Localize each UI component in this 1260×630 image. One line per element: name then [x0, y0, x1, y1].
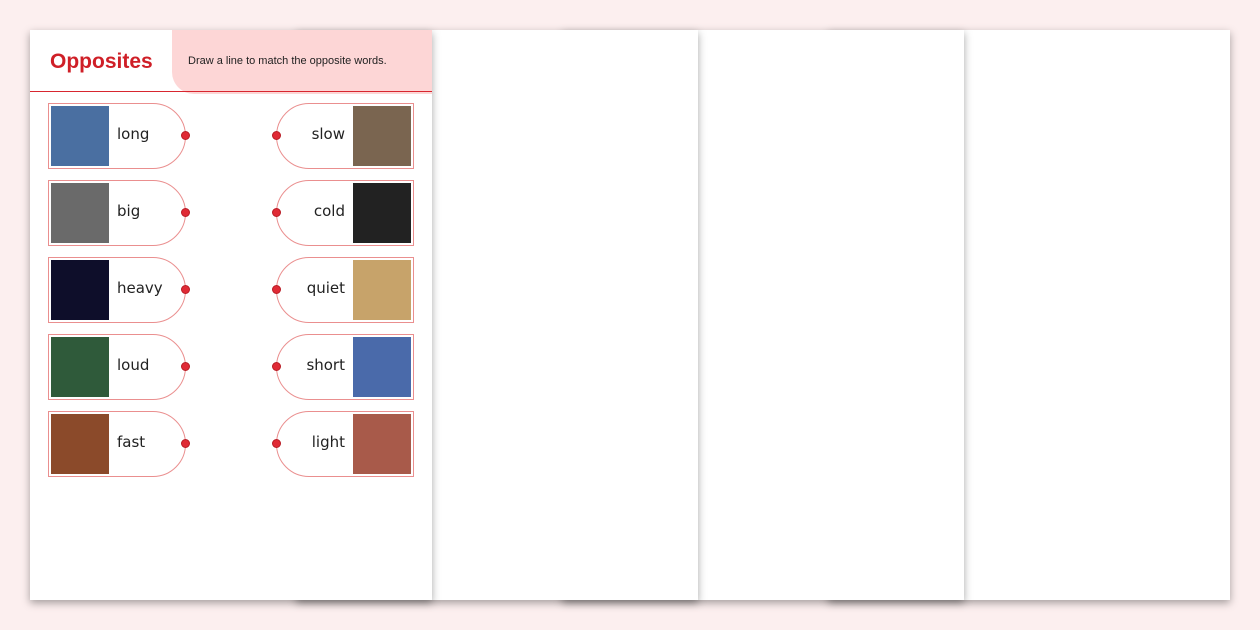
word-photo — [51, 337, 109, 397]
word-photo — [353, 106, 411, 166]
word-card-right — [276, 103, 414, 169]
word-label: big — [117, 202, 141, 220]
word-label: heavy — [117, 279, 163, 297]
word-photo — [353, 260, 411, 320]
word-card-right — [276, 334, 414, 400]
word-label: long — [117, 125, 150, 143]
connector-dot[interactable] — [181, 285, 190, 294]
word-photo — [51, 414, 109, 474]
connector-dot[interactable] — [181, 131, 190, 140]
connector-dot[interactable] — [272, 439, 281, 448]
connector-dot[interactable] — [272, 362, 281, 371]
word-card-left — [48, 257, 186, 323]
word-card-left — [48, 103, 186, 169]
header-divider — [30, 91, 432, 92]
word-card-left — [48, 334, 186, 400]
connector-dot[interactable] — [181, 208, 190, 217]
word-label: light — [311, 433, 345, 451]
word-photo — [51, 106, 109, 166]
connector-dot[interactable] — [272, 131, 281, 140]
word-card-left — [48, 180, 186, 246]
instruction-text: Draw a line to match the opposite words. — [188, 55, 387, 67]
word-card-left — [48, 411, 186, 477]
connector-dot[interactable] — [181, 439, 190, 448]
word-photo — [51, 183, 109, 243]
connector-dot[interactable] — [272, 208, 281, 217]
worksheet-page-1 — [30, 30, 432, 600]
connector-dot[interactable] — [181, 362, 190, 371]
word-photo — [353, 337, 411, 397]
connector-dot[interactable] — [272, 285, 281, 294]
word-photo — [51, 260, 109, 320]
word-card-right — [276, 411, 414, 477]
word-photo — [353, 183, 411, 243]
word-card-right — [276, 257, 414, 323]
word-card-right — [276, 180, 414, 246]
word-label: quiet — [306, 279, 345, 297]
word-label: cold — [313, 202, 345, 220]
word-label: slow — [311, 125, 345, 143]
page-title: Opposites — [50, 50, 153, 73]
word-photo — [353, 414, 411, 474]
word-label: fast — [117, 433, 146, 451]
word-label: loud — [117, 356, 150, 374]
word-label: short — [306, 356, 345, 374]
